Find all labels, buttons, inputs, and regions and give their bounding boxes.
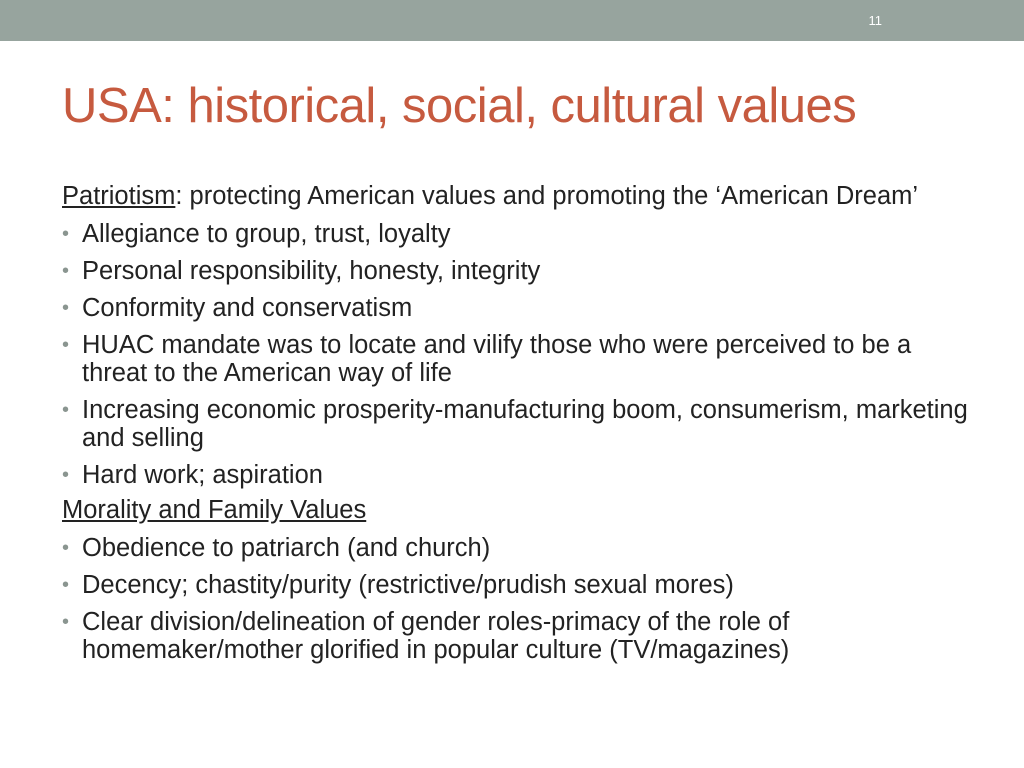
bullet-text: Decency; chastity/purity (restrictive/prudish sexual mores) xyxy=(82,571,734,599)
bullet-item xyxy=(62,294,972,322)
bullet-text: Obedience to patriarch (and church) xyxy=(82,534,491,562)
bullet-item xyxy=(62,608,972,664)
section-heading-label: Morality and Family Values xyxy=(62,496,367,524)
bullet-text: HUAC mandate was to locate and vilify those who were perceived to be a threat to the American way of life xyxy=(82,331,912,387)
bullet-item xyxy=(62,396,972,452)
bullet-icon: • xyxy=(62,464,70,486)
bullet-icon: • xyxy=(62,334,70,356)
section-heading-patriotism xyxy=(62,182,972,210)
bullet-text: Increasing economic prosperity-manufacturing boom, consumerism, marketing and selling xyxy=(82,396,968,452)
bullet-icon: • xyxy=(62,611,70,633)
bullet-text: Allegiance to group, trust, loyalty xyxy=(82,220,451,248)
bullet-item xyxy=(62,461,972,489)
slide-number: 11 xyxy=(868,13,882,28)
bullet-text: Personal responsibility, honesty, integrity xyxy=(82,257,541,285)
slide-body xyxy=(62,182,972,673)
bullet-icon: • xyxy=(62,223,70,245)
section-heading-label: Patriotism xyxy=(62,182,176,210)
bullet-text: Hard work; aspiration xyxy=(82,461,323,489)
bullet-icon: • xyxy=(62,297,70,319)
section-heading-suffix: : protecting American values and promoting the ‘American Dream’ xyxy=(175,182,919,210)
bullet-text: Clear division/delineation of gender roles-primacy of the role of homemaker/mother glorified in popular culture (TV/magazines) xyxy=(82,608,790,664)
bullet-item xyxy=(62,571,972,599)
header-bar xyxy=(0,0,1024,41)
section-heading-morality xyxy=(62,496,972,524)
bullet-text: Conformity and conservatism xyxy=(82,294,413,322)
bullet-icon: • xyxy=(62,399,70,421)
bullet-item xyxy=(62,220,972,248)
bullet-icon: • xyxy=(62,574,70,596)
bullet-icon: • xyxy=(62,537,70,559)
bullet-item xyxy=(62,331,972,387)
bullet-item xyxy=(62,534,972,562)
bullet-item xyxy=(62,257,972,285)
bullet-icon: • xyxy=(62,260,70,282)
slide-title: USA: historical, social, cultural values xyxy=(62,79,857,133)
